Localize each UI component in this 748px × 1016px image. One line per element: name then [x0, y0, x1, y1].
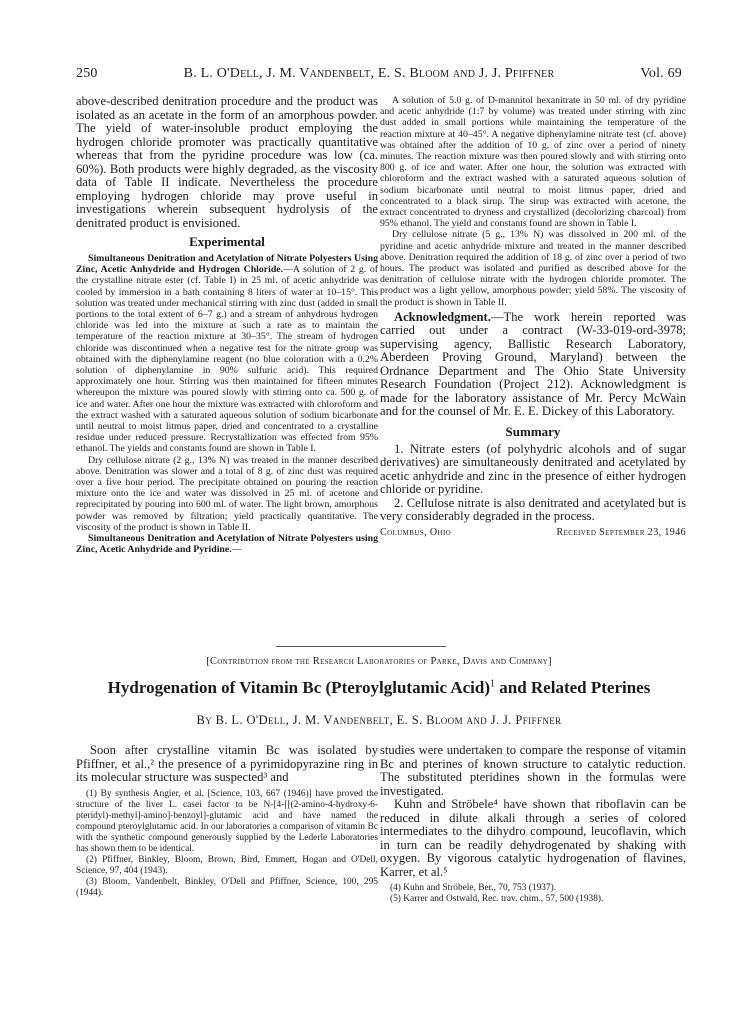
article2-right-paragraph-1: studies were undertaken to compare the response of vitamin Bc and pterines of known structure to catalytic reduction. The substituted pteridines shown in the formulas were investigated. [380, 743, 686, 798]
experiment-2-text: A solution of 5.0 g. of D-mannitol hexanitrate in 50 ml. of dry pyridine and acetic anhydride (1:7 by volume) was treated under stirring with zinc dust added in small portions while maintaining the temperature of the reaction mixture at 40–45°. A negative diphenylamine nitrate test (cf. above) was obtained after the addition of 10 g. of zinc over a period of ninety minutes. The reaction mixture was then poured slowly and with stirring onto 800 g. of ice and water. After one hour, the solution was extracted with chloroform and the extract washed with a saturated aqueous solution of sodium bicarbonate until neutral to moist litmus paper, dried and concentrated to a black sirup. The sirup was extracted with acetone, the extract concentrated to dryness and crystallized (decolorizing charcoal) from 95% ethanol. The yield and constants found are shown in Table I. [380, 95, 686, 230]
footnote-1: (1) By synthesis Angier, et al. [Science, 103, 667 (1946)] have proved the structure of the liver L. casei factor to be N-[4-[[(2-amino-4-hydroxy-6-pteridyl)-methyl]-amino]-benzoyl]-glutamic acid and have named the compound pteroylglutamic acid. In our laboratories a comparison of vitamin Bc with the synthetic compound generously supplied by the Lederle Laboratories has shown them to be identical. [76, 788, 378, 854]
experiment-2-paragraph [76, 533, 378, 555]
received-date: Received September 23, 1946 [556, 526, 686, 538]
experiment-1-text: —A solution of 2 g. of the crystalline nitrate ester (cf. Table I) in 25 ml. of acetic anhydride was cooled by immersion in a bath containing 8 liters of water at 10–15°. This solution was treated under mechanical stirring with zinc dust (added in small portions to the total extent of 6–7 g.) and a stream of anhydrous hydrogen chloride was led into the mixture at such a rate as to maintain the temperature of the reaction mixture at 30–35°. The stream of hydrogen chloride was discontinued when a negative test for the nitrate group was obtained with the diphenylamine reagent (no blue coloration with a 0.2% solution of diphenylamine in 90% sulfuric acid). This required approximately one hour. Stirring was then maintained for fifteen minutes whereupon the mixture was poured slowly with stirring onto ca. 500 g. of ice and water. After one hour the mixture was extracted with chloroform and the extract washed with a saturated aqueous solution of sodium bicarbonate until neutral to moist litmus paper, dried and concentrated to a crystalline residue under reduced pressure. Recrystallization was effected from 95% ethanol. The yields and constants found are shown in Table I. [76, 264, 379, 455]
article2-left-paragraph: Soon after crystalline vitamin Bc was isolated by Pfiffner, et al.,² the presence of a pyrimidopyrazine ring in its molecular structure was suspected³ and [76, 743, 378, 784]
acknowledgment-heading: Acknowledgment. [394, 309, 491, 324]
summary-item-2: 2. Cellulose nitrate is also denitrated and acetylated but is very considerably degraded in the process. [380, 495, 686, 524]
article-byline: By B. L. O'Dell, J. M. Vandenbelt, E. S. Bloom and J. J. Pfiffner [196, 713, 562, 727]
experiment-2-cellulose: Dry cellulose nitrate (5 g., 13% N) was dissolved in 200 ml. of the pyridine and acetic anhydride mixture and treated in the manner described above. Denitration required the addition of 18 g. of zinc over a period of two hours. The product was isolated and purified as described above for the denitration of cellulose nitrate with the hydrogen chloride promoter. The product was a light yellow, amorphous powder; yield 58%. The viscosity of the product is shown in Table II. [380, 229, 686, 308]
right-column [380, 95, 686, 538]
summary-heading: Summary [505, 423, 561, 439]
signature-line [380, 527, 686, 538]
left-column [76, 95, 378, 555]
experiment-2-heading: Simultaneous Denitration and Acetylation of Nitrate Polyesters using Zinc, Acetic Anhydride and Pyridine. [76, 533, 378, 556]
footnote-4: (4) Kuhn and Ströbele, Ber., 70, 753 (1937). [390, 883, 557, 893]
separator-rule [276, 646, 446, 647]
article2-left-column [76, 744, 378, 899]
location: Columbus, Ohio [380, 526, 452, 538]
running-title: B. L. O'Dell, J. M. Vandenbelt, E. S. Bloom and J. J. Pfiffner [183, 66, 555, 81]
acknowledgment-text: —The work herein reported was carried out under a contract (W-33-019-ord-3978; supervising agency, Ballistic Research Laboratory, Aberdeen Proving Ground, Maryland) between the Ordnance Department and The Ohio State University Research Foundation (Project 212). Acknowledgment is made for the laboratory assistance of Mr. Percy McWain and for the counsel of Mr. E. E. Dickey of this Laboratory. [380, 309, 686, 419]
article-title-main: Hydrogenation of Vitamin Bc (Pteroylglutamic Acid) [107, 678, 490, 697]
article2-right-paragraph-2: Kuhn and Ströbele⁴ have shown that riboflavin can be reduced in dilute alkali through a series of colored intermediates to the dihydro compound, leucoflavin, which in turn can be readily dehydrogenated by shaking with oxygen. By vigorous catalytic hydrogenation of flavines, Karrer, et al.⁵ [380, 797, 686, 879]
experiment-1-cellulose: Dry cellulose nitrate (2 g., 13% N) was treated in the manner described above. Denitration was slower and a total of 8 g. of zinc dust was required over a five hour period. The precipitate obtained on pouring the reaction mixture onto the ice and water was dissolved in 25 ml. of acetone and reprecipitated by pouring into 600 ml. of water. The light brown, amorphous powder was removed by filtration; yield practically quantitative. The viscosity of the product is shown in Table II. [76, 454, 378, 533]
footnote-2: (2) Pfiffner, Binkley, Bloom, Brown, Bird, Emmett, Hogan and O'Dell, Science, 97, 404 (1943). [76, 854, 378, 876]
footnote-3: (3) Bloom, Vandenbelt, Binkley, O'Dell and Pfiffner, Science, 100, 295 (1944). [76, 876, 378, 898]
page-number: 250 [76, 66, 98, 81]
title-footnote-mark: 1 [489, 678, 495, 690]
contribution-line: [Contribution from the Research Laboratories of Parke, Davis and Company] [206, 656, 552, 667]
experimental-heading: Experimental [189, 234, 265, 249]
article-title-tail: and Related Pterines [494, 678, 651, 697]
summary-item-1: 1. Nitrate esters (of polyhydric alcohols and of sugar derivatives) are simultaneously denitrated and acetylated by acetic anhydride and zinc in the presence of either hydrogen chloride or pyridine. [380, 441, 686, 497]
volume-label: Vol. 69 [640, 66, 682, 81]
article-title [76, 678, 682, 698]
page-header [76, 66, 682, 82]
experiment-1-paragraph [76, 253, 378, 455]
intro-paragraph: above-described denitration procedure and the product was isolated as an acetate in the form of an amorphous powder. The yield of water-insoluble product employing the hydrogen chloride promoter was practically quantitative whereas that from the pyridine procedure was low (ca. 60%). Both products were highly degraded, as the viscosity data of Table II indicate. Nevertheless the procedure employing hydrogen chloride may prove useful in investigations wherein subsequent hydrolysis of the denitrated product is envisioned. [76, 94, 378, 230]
footnote-5: (5) Karrer and Ostwald, Rec. trav. chim., 57, 500 (1938). [390, 894, 604, 904]
experiment-2-dash: — [231, 544, 242, 556]
article2-right-column [380, 744, 686, 905]
experiment-1-heading: Simultaneous Denitration and Acetylation of Nitrate Polyesters Using Zinc, Acetic Anhydride and Hydrogen Chloride. [76, 253, 378, 276]
acknowledgment-paragraph [380, 311, 686, 419]
